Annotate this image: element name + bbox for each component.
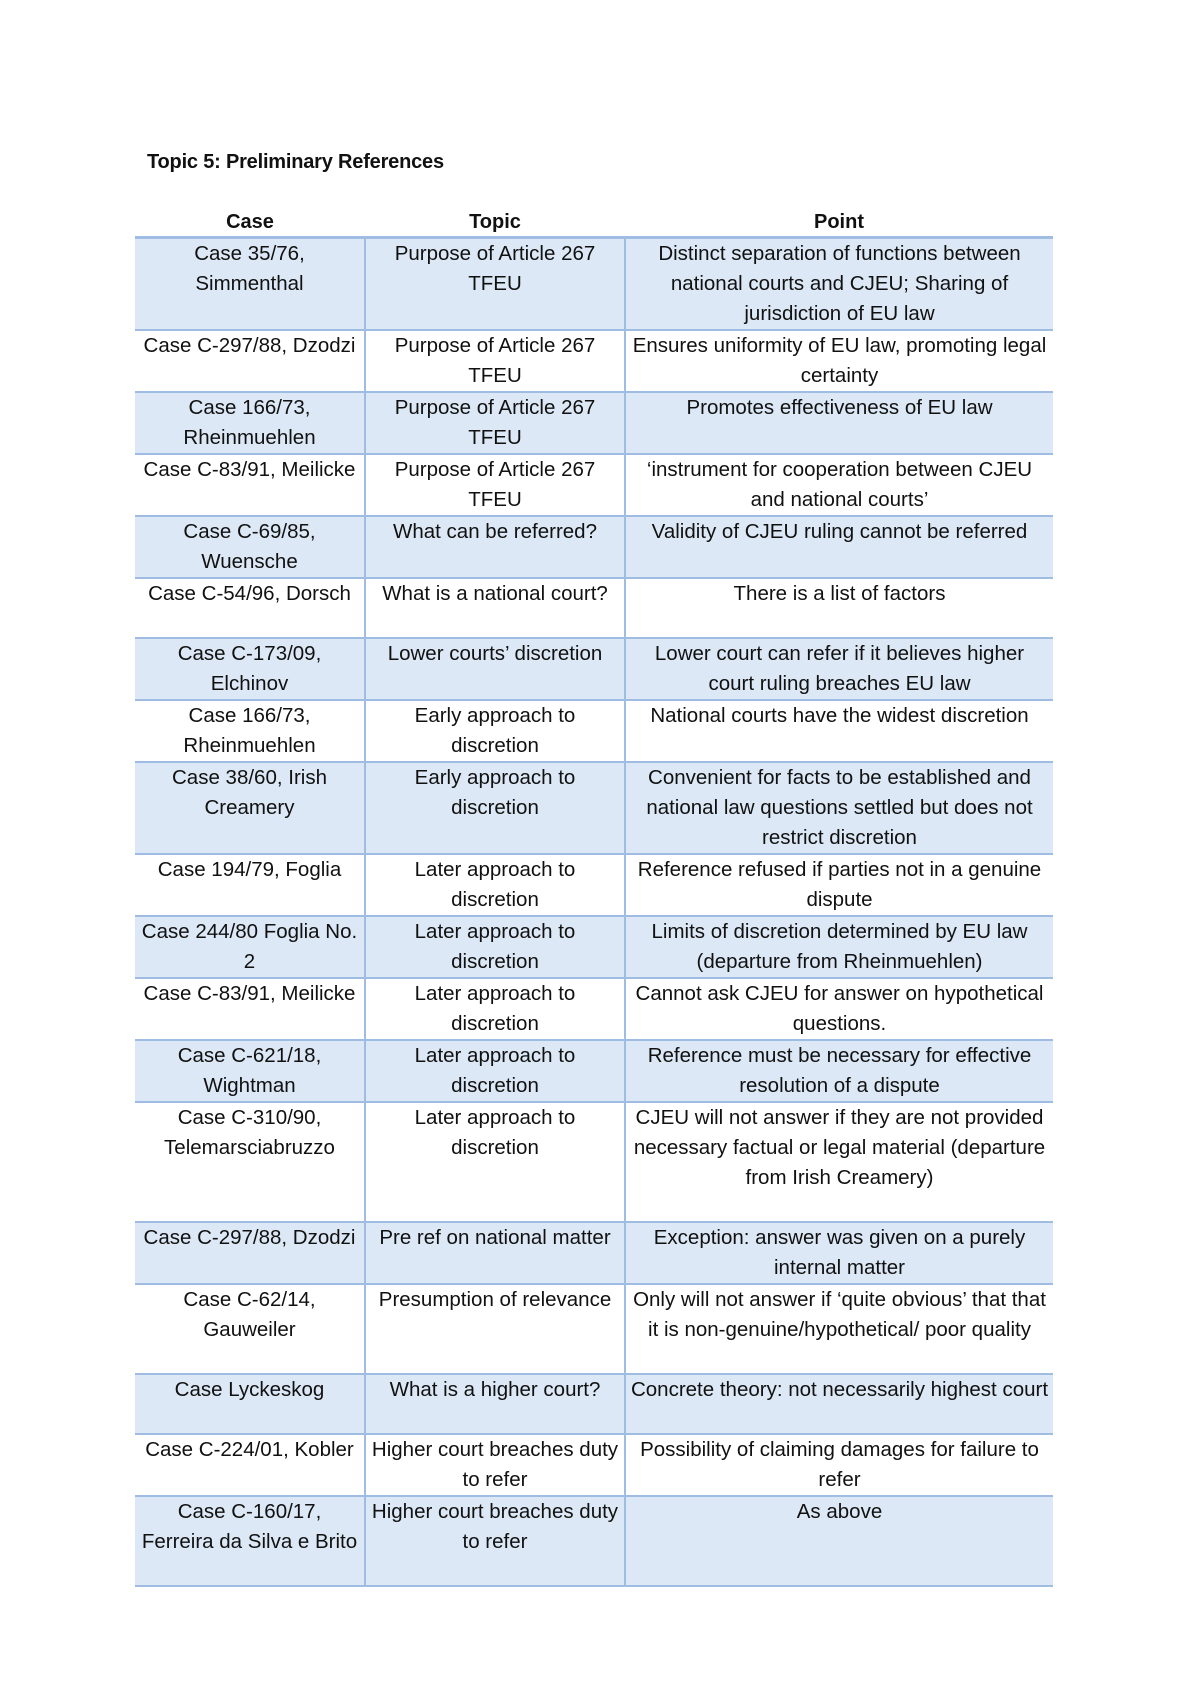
cell-case: Case C-83/91, Meilicke [135,454,365,516]
cell-point: Promotes effectiveness of EU law [625,392,1053,454]
cell-topic: Later approach to discretion [365,854,625,916]
cell-point: Cannot ask CJEU for answer on hypothetical questions. [625,978,1053,1040]
cell-case: Case C-621/18, Wightman [135,1040,365,1102]
cell-point: ‘instrument for cooperation between CJEU and national courts’ [625,454,1053,516]
cell-case: Case C-173/09, Elchinov [135,638,365,700]
cell-case: Case C-83/91, Meilicke [135,978,365,1040]
cell-point: Reference must be necessary for effective resolution of a dispute [625,1040,1053,1102]
table-row [135,238,1053,331]
header-topic: Topic [365,208,625,238]
cell-topic: Later approach to discretion [365,1102,625,1222]
cell-case: Case Lyckeskog [135,1374,365,1434]
table-row [135,978,1053,1040]
cell-topic: Early approach to discretion [365,762,625,854]
cell-case: Case 194/79, Foglia [135,854,365,916]
cell-point: Ensures uniformity of EU law, promoting legal certainty [625,330,1053,392]
cell-case: Case 166/73, Rheinmuehlen [135,700,365,762]
table-row [135,1102,1053,1222]
cell-point: CJEU will not answer if they are not provided necessary factual or legal material (departure from Irish Creamery) [625,1102,1053,1222]
table-row [135,916,1053,978]
cell-point: Possibility of claiming damages for failure to refer [625,1434,1053,1496]
cell-case: Case C-54/96, Dorsch [135,578,365,638]
table-row [135,638,1053,700]
header-point: Point [625,208,1053,238]
cell-point: Only will not answer if ‘quite obvious’ that that it is non-genuine/hypothetical/ poor quality [625,1284,1053,1374]
cell-topic: Purpose of Article 267 TFEU [365,238,625,331]
cell-case: Case C-310/90, Telemarsciabruzzo [135,1102,365,1222]
cell-topic: Purpose of Article 267 TFEU [365,392,625,454]
cell-point: As above [625,1496,1053,1586]
cases-table [135,208,1053,1587]
cell-topic: Lower courts’ discretion [365,638,625,700]
table-row [135,516,1053,578]
cell-point: Reference refused if parties not in a genuine dispute [625,854,1053,916]
cell-topic: Purpose of Article 267 TFEU [365,330,625,392]
table-row [135,1222,1053,1284]
cell-case: Case C-297/88, Dzodzi [135,1222,365,1284]
cell-case: Case C-224/01, Kobler [135,1434,365,1496]
cell-topic: Higher court breaches duty to refer [365,1496,625,1586]
cell-case: Case C-297/88, Dzodzi [135,330,365,392]
table-row [135,454,1053,516]
table-row [135,1374,1053,1434]
cell-case: Case 244/80 Foglia No. 2 [135,916,365,978]
cell-topic: Pre ref on national matter [365,1222,625,1284]
table-row [135,392,1053,454]
cell-case: Case C-69/85, Wuensche [135,516,365,578]
cell-topic: What is a national court? [365,578,625,638]
table-row [135,700,1053,762]
table-row [135,854,1053,916]
table-row [135,1496,1053,1586]
cell-point: Convenient for facts to be established and national law questions settled but does not restrict discretion [625,762,1053,854]
table-row [135,1284,1053,1374]
header-case: Case [135,208,365,238]
table-row [135,1434,1053,1496]
cell-topic: Later approach to discretion [365,978,625,1040]
cell-topic: Higher court breaches duty to refer [365,1434,625,1496]
cell-topic: Later approach to discretion [365,1040,625,1102]
cell-point: Concrete theory: not necessarily highest court [625,1374,1053,1434]
cell-case: Case 166/73, Rheinmuehlen [135,392,365,454]
cell-case: Case 35/76, Simmenthal [135,238,365,331]
cell-point: There is a list of factors [625,578,1053,638]
cell-case: Case C-160/17, Ferreira da Silva e Brito [135,1496,365,1586]
page-title: Topic 5: Preliminary References [147,151,444,173]
cell-topic: Presumption of relevance [365,1284,625,1374]
table-row [135,762,1053,854]
cell-point: Distinct separation of functions between national courts and CJEU; Sharing of jurisdiction of EU law [625,238,1053,331]
cell-point: National courts have the widest discretion [625,700,1053,762]
cell-topic: What can be referred? [365,516,625,578]
cell-topic: What is a higher court? [365,1374,625,1434]
cell-point: Lower court can refer if it believes higher court ruling breaches EU law [625,638,1053,700]
cell-point: Validity of CJEU ruling cannot be referred [625,516,1053,578]
table-row [135,1040,1053,1102]
cell-topic: Purpose of Article 267 TFEU [365,454,625,516]
table-row [135,330,1053,392]
table-row [135,578,1053,638]
cell-case: Case C-62/14, Gauweiler [135,1284,365,1374]
cell-point: Exception: answer was given on a purely internal matter [625,1222,1053,1284]
table-header-row [135,208,1053,238]
cell-topic: Later approach to discretion [365,916,625,978]
cell-point: Limits of discretion determined by EU law (departure from Rheinmuehlen) [625,916,1053,978]
cell-case: Case 38/60, Irish Creamery [135,762,365,854]
cell-topic: Early approach to discretion [365,700,625,762]
